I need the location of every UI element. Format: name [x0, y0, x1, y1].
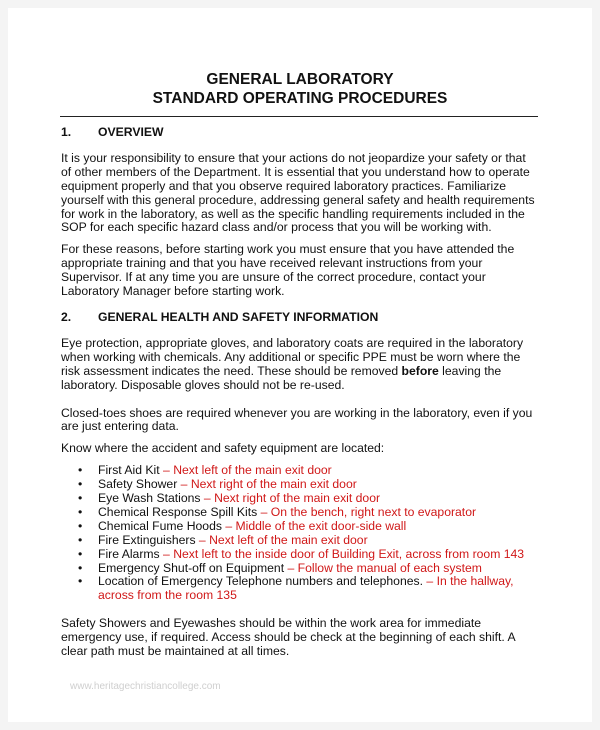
title-line-1: GENERAL LABORATORY: [206, 71, 394, 88]
ppe-text-bold: before: [401, 363, 439, 378]
bullet-icon: •: [78, 546, 83, 561]
document-title: [0, 70, 600, 108]
equipment-name: Emergency Shut-off on Equipment: [98, 560, 285, 575]
ppe-text-end: leaving the laboratory. Disposable gloves should not be re-used.: [61, 363, 502, 392]
equipment-separator: –: [221, 518, 236, 533]
equipment-location: Next right of the main exit door: [214, 491, 381, 506]
equipment-separator: –: [257, 504, 271, 519]
list-item: [61, 464, 539, 478]
bullet-icon: •: [78, 504, 83, 519]
bullet-icon: •: [78, 518, 83, 533]
bullet-icon: •: [78, 532, 83, 547]
document-body: [61, 126, 539, 659]
equipment-separator: –: [159, 546, 174, 561]
equipment-name: Location of Emergency Telephone numbers and telephones.: [98, 574, 423, 589]
equipment-location: Follow the manual of each system: [297, 560, 482, 575]
equipment-list: [61, 464, 539, 603]
section-1-heading: [61, 126, 539, 140]
equipment-location: On the bench, right next to evaporator: [270, 504, 477, 519]
watermark-text: www.heritagechristiancollege.com: [70, 681, 221, 692]
shoes-paragraph: Closed-toes shoes are required whenever you are working in the laboratory, even if you are just entering data.: [61, 405, 533, 434]
closing-paragraph: Safety Showers and Eyewashes should be within the work area for immediate emergency use, if required. Access should be check at the beginning of each shift. A clear path must be maintained at all times.: [61, 616, 515, 659]
equipment-separator: –: [200, 491, 215, 506]
list-item: [61, 548, 539, 562]
section-2-number: 2.: [61, 309, 72, 324]
ppe-paragraph: [61, 337, 539, 393]
ppe-text-start: Eye protection, appropriate gloves, and laboratory coats are required in the laboratory when working with chemicals. Any additional or specific PPE must be worn where the risk assessment indicates the need. These should be removed: [61, 335, 524, 378]
equipment-intro: Know where the accident and safety equipment are located:: [61, 441, 385, 456]
bullet-icon: •: [78, 560, 83, 575]
section-1-number: 1.: [61, 125, 72, 139]
equipment-name: Chemical Response Spill Kits: [98, 504, 258, 519]
section-1-title: OVERVIEW: [98, 125, 164, 139]
section-2-title: GENERAL HEALTH AND SAFETY INFORMATION: [98, 309, 379, 324]
bullet-icon: •: [78, 491, 83, 506]
equipment-location: Next left of the main exit door: [209, 532, 368, 547]
equipment-location: Middle of the exit door-side wall: [235, 518, 407, 533]
equipment-name: Fire Extinguishers: [98, 532, 196, 547]
list-item: [61, 492, 539, 506]
equipment-location: In the hallway, across from the room 135: [98, 574, 514, 603]
equipment-separator: –: [177, 477, 191, 492]
equipment-name: Safety Shower: [98, 477, 178, 492]
overview-paragraph-2: For these reasons, before starting work you must ensure that you have attended the appropriate training and that you have received relevant instructions from your Supervisor. If at any time you are unsure of the correct procedure, contact your Laboratory Manager before starting work.: [61, 242, 515, 299]
title-rule: [60, 116, 538, 117]
list-item: [61, 534, 539, 548]
list-item: [61, 562, 539, 576]
equipment-separator: –: [159, 463, 174, 478]
equipment-separator: –: [284, 560, 298, 575]
list-item: [61, 575, 539, 603]
list-item: [61, 478, 539, 492]
equipment-location: Next left to the inside door of Building Exit, across from room 143: [173, 546, 525, 561]
list-item: [61, 506, 539, 520]
bullet-icon: •: [78, 463, 83, 478]
title-line-2: STANDARD OPERATING PROCEDURES: [152, 90, 448, 107]
bullet-icon: •: [78, 574, 83, 589]
equipment-separator: –: [423, 574, 437, 589]
equipment-name: Fire Alarms: [98, 546, 160, 561]
equipment-name: First Aid Kit: [98, 463, 160, 478]
list-item: [61, 520, 539, 534]
equipment-location: Next right of the main exit door: [190, 477, 357, 492]
section-2-heading: [61, 311, 539, 325]
overview-paragraph-1: It is your responsibility to ensure that your actions do not jeopardize your safety or that of other members of the Department. It is essential that you understand how to operate equipment properly and that you observe required laboratory practices. Familiarize yourself with this general procedure, addressing general safety and health requirements for work in the laboratory, as well as the specific handling requirements included in the SOP for each specific hazard class and/or process that you will be working with.: [61, 150, 535, 235]
equipment-name: Chemical Fume Hoods: [98, 518, 222, 533]
equipment-separator: –: [195, 532, 210, 547]
equipment-location: Next left of the main exit door: [173, 463, 332, 478]
equipment-name: Eye Wash Stations: [98, 491, 201, 506]
bullet-icon: •: [78, 477, 83, 492]
